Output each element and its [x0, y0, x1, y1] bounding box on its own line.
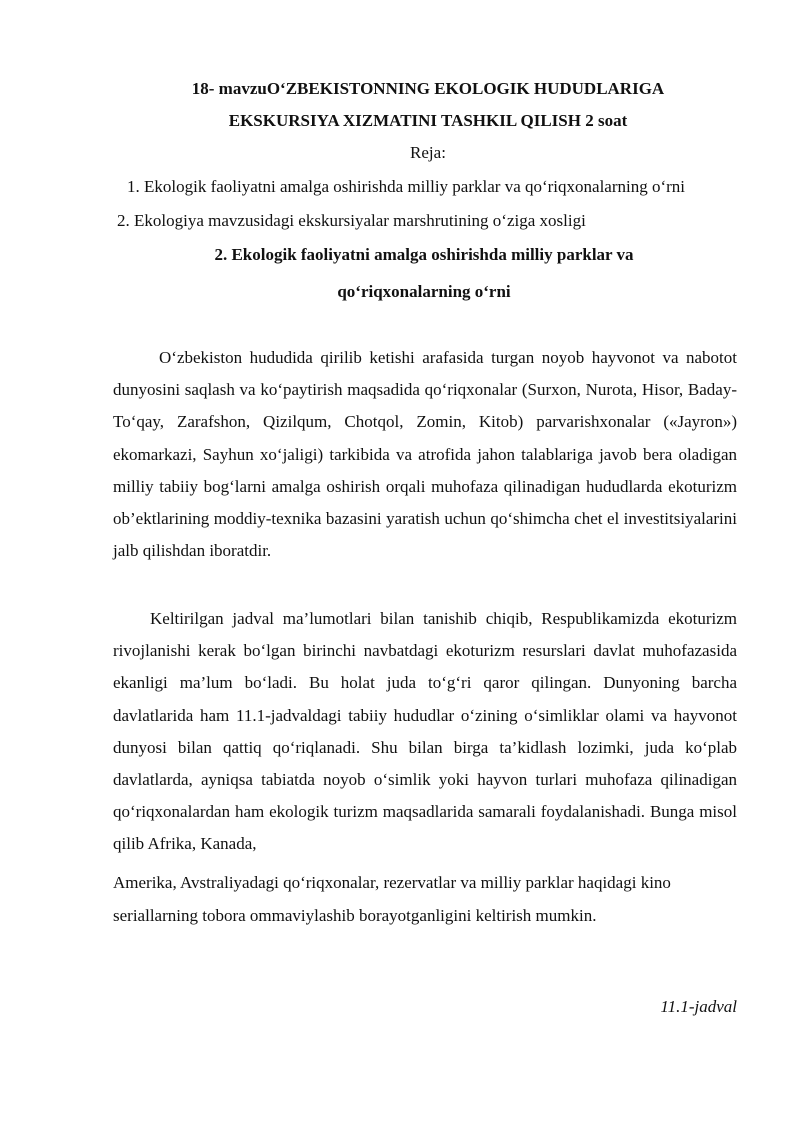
body-paragraph-1: O‘zbekiston hududida qirilib ketishi arafasida turgan noyob hayvonot va nabotot dunyosini saqlash va ko‘paytirish maqsadida qo‘riqxonalar (Surxon, Nurota, Hisor, Baday-To‘qay, Zarafshon, Qizilqum, Chotqol, Zomin, Kitob) parvarishxonalar («Jayron») ekomarkazi, Sayhun xo‘jaligi) tarkibida va atrofida jahon talablariga javob bera oladigan milliy tabiiy bog‘larni amalga oshirish orqali muhofaza qilinadigan hududlarda ekoturizm ob’ektlarining moddiy-texnika bazasini yaratish uchun qo‘shimcha chet el investitsiyalarini jalb qilishdan iboratdir.: [113, 348, 737, 561]
plan-item-1: 1. Ekologik faoliyatni amalga oshirishda milliy parklar va qo‘riqxonalarning o‘rni: [127, 177, 686, 196]
body-line-4: seriallarning tobora ommaviylashib borayotganligini keltirish mumkin.: [113, 906, 597, 925]
body-line-3: Amerika, Avstraliyadagi qo‘riqxonalar, rezervatlar va milliy parklar haqidagi kino: [113, 873, 671, 892]
body-paragraph-2: Keltirilgan jadval ma’lumotlari bilan tanishib chiqib, Respublikamizda ekoturizm rivojlanishi kerak bo‘lgan birinchi navbatdagi ekoturizm resurslari davlat muhofazasida ekanligi ma’lum bo‘ladi. Bu holat juda to‘g‘ri qaror qilingan. Dunyoning barcha davlatlarida ham 11.1-jadvaldagi tabiiy hududlar o‘zining o‘simliklar olami va hayvonot dunyosi bilan qattiq qo‘riqlanadi. Shu bilan birga ta’kidlash lozimki, juda ko‘plab davlatlarda, ayniqsa tabiatda noyob o‘simlik yoki hayvon turlari muhofaza qilinadigan qo‘riqxonalardan ham ekologik turizm maqsadlarida samarali foydalanishadi. Bunga misol qilib Afrika, Kanada,: [113, 609, 737, 854]
page-title-line2: EKSKURSIYA XIZMATINI TASHKIL QILISH 2 soat: [228, 111, 628, 130]
section-heading-line2: qo‘riqxonalarning o‘rni: [337, 282, 511, 301]
plan-item-2: 2. Ekologiya mavzusidagi ekskursiyalar marshrutining o‘ziga xosligi: [117, 211, 586, 230]
table-caption: 11.1-jadval: [660, 997, 737, 1016]
section-heading-line1: 2. Ekologik faoliyatni amalga oshirishda milliy parklar va: [214, 245, 634, 264]
page-title-line1: 18- mavzuO‘ZBEKISTONNING EKOLOGIK HUDUDLARIGA: [191, 79, 665, 98]
plan-label: Reja:: [410, 143, 446, 162]
